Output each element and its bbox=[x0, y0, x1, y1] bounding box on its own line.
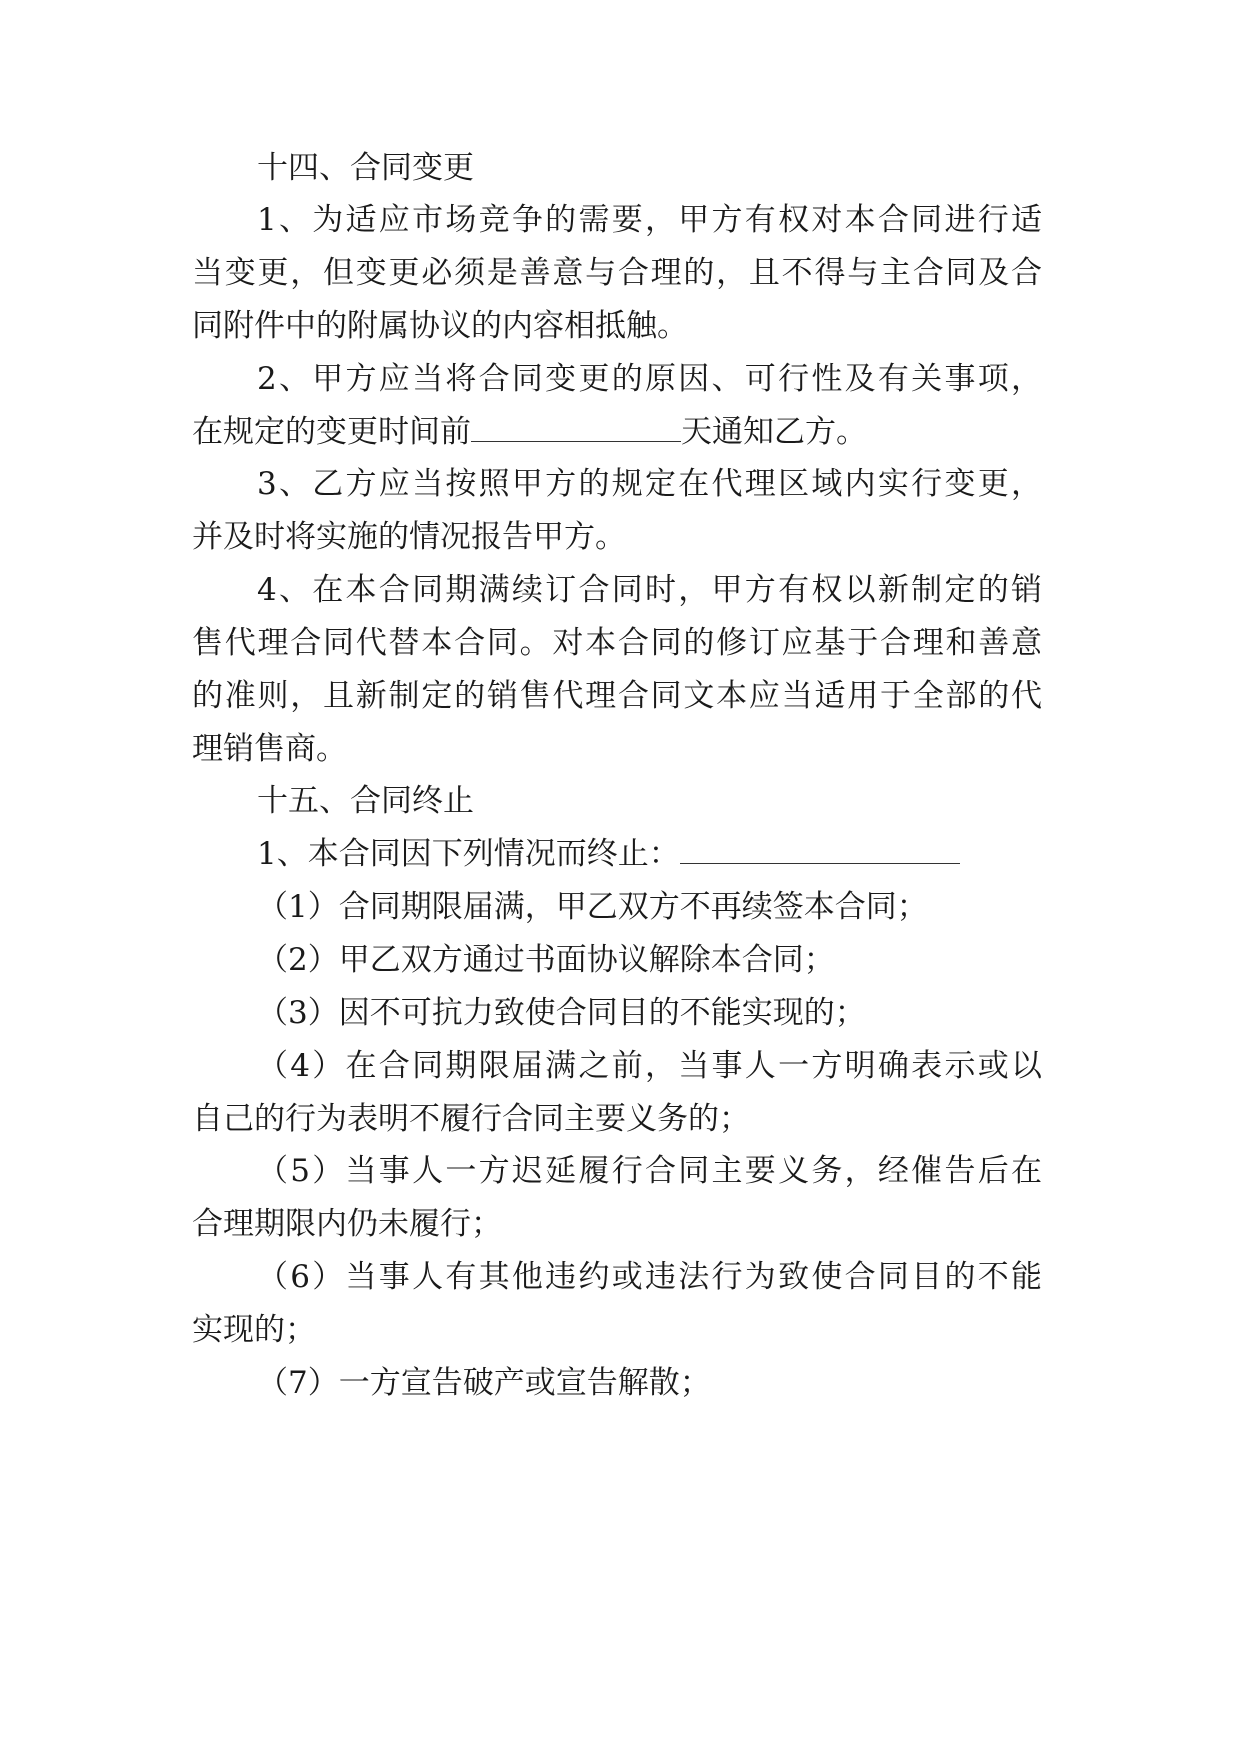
s15-item-3: （3）因不可抗力致使合同目的不能实现的； bbox=[257, 995, 866, 1031]
s14-p3-line1: 3、乙方应当按照甲方的规定在代理区域内实行变更， bbox=[257, 466, 1042, 502]
s14-p4-line1: 4、在本合同期满续订合同时，甲方有权以新制定的销 bbox=[257, 572, 1042, 608]
s14-p4-line3: 的准则，且新制定的销售代理合同文本应当适用于全部的代 bbox=[192, 678, 1042, 714]
s14-p1-line2: 当变更，但变更必须是善意与合理的，且不得与主合同及合 bbox=[192, 255, 1042, 291]
s15-item-2: （2）甲乙双方通过书面协议解除本合同； bbox=[257, 942, 835, 978]
s15-item-6-line1: （6）当事人有其他违约或违法行为致使合同目的不能 bbox=[257, 1259, 1042, 1295]
s15-p1-text: 1、本合同因下列情况而终止： bbox=[257, 836, 680, 872]
s14-p2-line2 bbox=[192, 412, 867, 452]
fill-blank-termination bbox=[680, 837, 960, 864]
fill-blank-days bbox=[471, 415, 681, 442]
s14-p2-line2-pre: 在规定的变更时间前 bbox=[192, 414, 471, 450]
s15-item-1: （1）合同期限届满，甲乙双方不再续签本合同； bbox=[257, 889, 928, 925]
section-14-heading: 十四、合同变更 bbox=[257, 150, 474, 186]
s15-p1 bbox=[257, 834, 960, 874]
s15-item-7: （7）一方宣告破产或宣告解散； bbox=[257, 1365, 711, 1401]
s14-p1-line3: 同附件中的附属协议的内容相抵触。 bbox=[192, 308, 688, 344]
s14-p1-line1: 1、为适应市场竞争的需要，甲方有权对本合同进行适 bbox=[257, 202, 1042, 238]
s14-p2-line2-post: 天通知乙方。 bbox=[681, 414, 867, 450]
s14-p2-line1: 2、甲方应当将合同变更的原因、可行性及有关事项， bbox=[257, 361, 1042, 397]
s15-item-5-line1: （5）当事人一方迟延履行合同主要义务，经催告后在 bbox=[257, 1153, 1042, 1189]
s15-item-4-line1: （4）在合同期限届满之前，当事人一方明确表示或以 bbox=[257, 1048, 1042, 1084]
section-15-heading: 十五、合同终止 bbox=[257, 783, 474, 819]
s15-item-5-line2: 合理期限内仍未履行； bbox=[192, 1206, 502, 1242]
s14-p4-line2: 售代理合同代替本合同。对本合同的修订应基于合理和善意 bbox=[192, 625, 1042, 661]
s14-p4-line4: 理销售商。 bbox=[192, 731, 347, 767]
s15-item-4-line2: 自己的行为表明不履行合同主要义务的； bbox=[192, 1101, 750, 1137]
s15-item-6-line2: 实现的； bbox=[192, 1312, 316, 1348]
s14-p3-line2: 并及时将实施的情况报告甲方。 bbox=[192, 519, 626, 555]
